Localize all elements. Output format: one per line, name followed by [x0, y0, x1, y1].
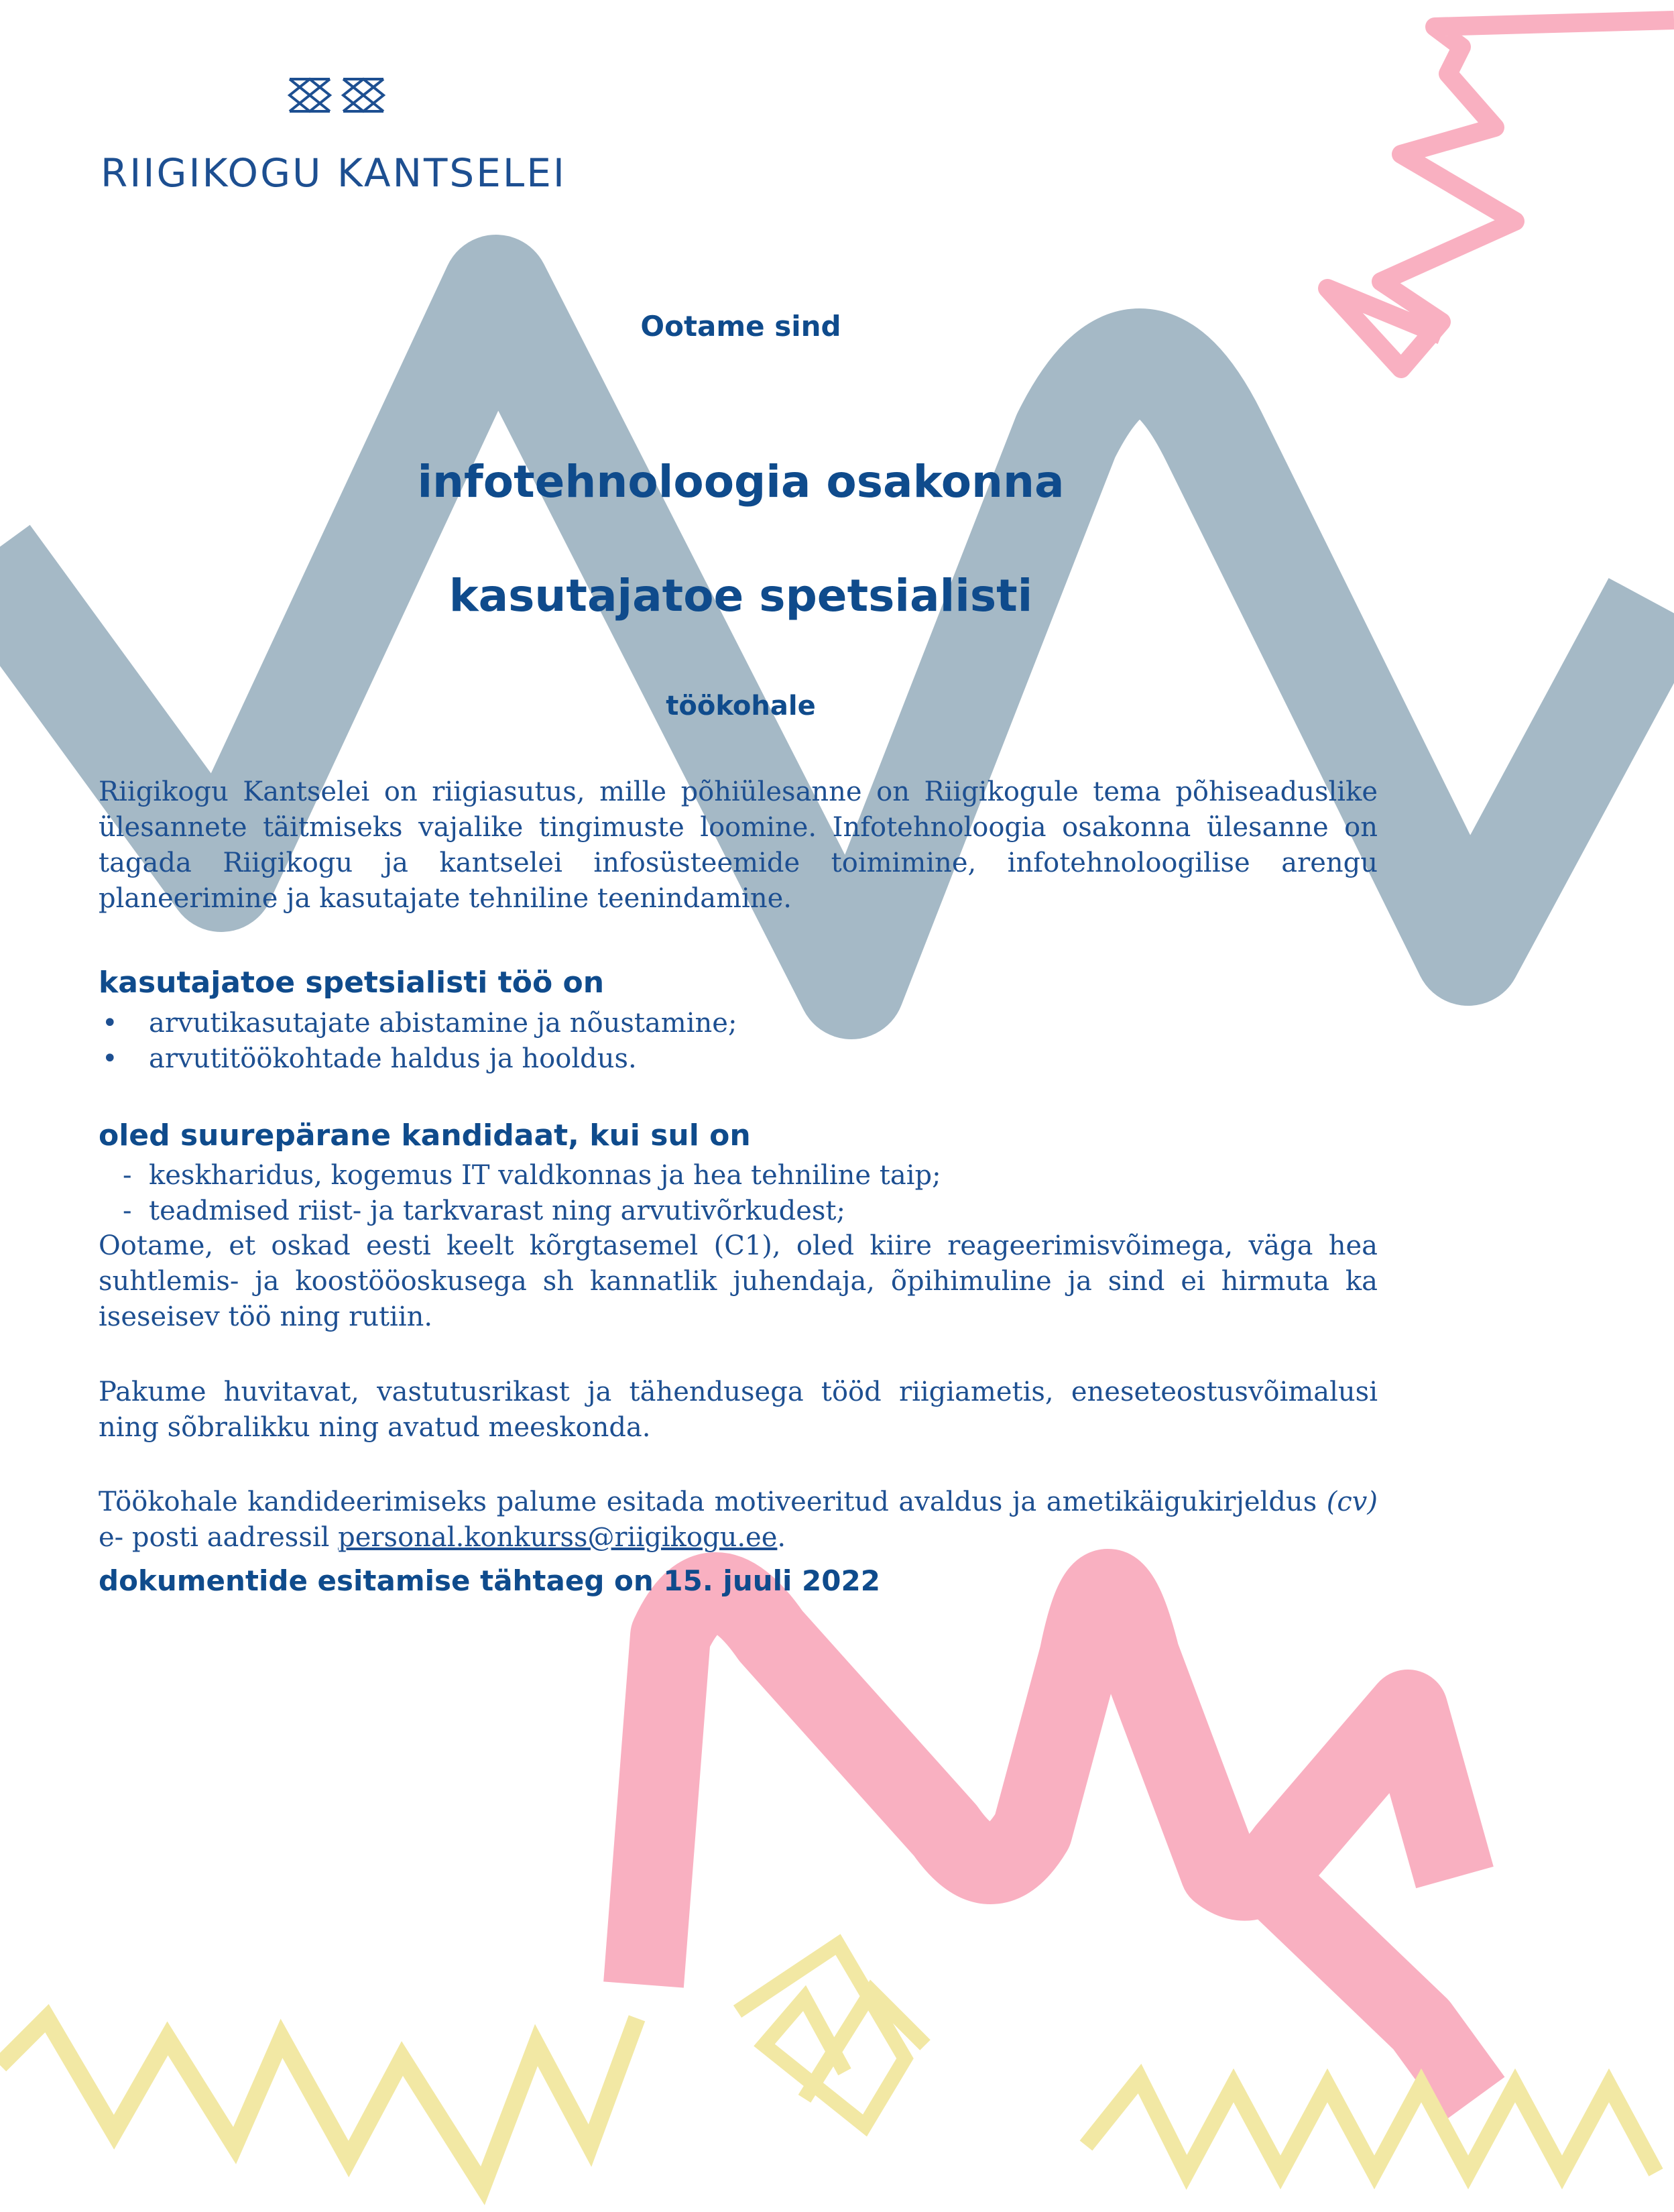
list-item: • arvutikasutajate abistamine ja nõustamine;: [99, 1006, 737, 1041]
duties-heading: kasutajatoe spetsialisti töö on: [99, 966, 605, 1000]
org-name: RIIGIKOGU KANTSELEI: [101, 150, 566, 196]
requirements-list: [99, 1158, 941, 1229]
pink-wave-tail: [1260, 1871, 1475, 2099]
application-paragraph: Töökohale kandideerimiseks palume esitada motiveeritud avaldus ja ametikäigukirjeldus (cv) e- posti aadressil personal.konkurss@riigikogu.ee.: [99, 1487, 1378, 1553]
org-logo: [101, 75, 583, 202]
job-title-line2: kasutajatoe spetsialisti: [449, 570, 1033, 622]
intro-paragraph: Riigikogu Kantselei on riigiasutus, mille põhiülesanne on Riigikogule tema põhiseaduslike ülesannete täitmiseks vajalike tingimuste loomine. Infotehnoloogia osakonna ülesanne on tagada Riigikogu ja kantselei infosüsteemide toimimine, infotehnoloogilise arengu planeerimine ja kasutajate tehniline teenindamine.: [99, 776, 1378, 914]
list-item: - keskharidus, kogemus IT valdkonnas ja hea tehniline taip;: [99, 1158, 941, 1194]
bullet-icon: •: [102, 1043, 118, 1074]
job-title-line1: infotehnoloogia osakonna: [417, 456, 1065, 508]
intro-heading: Ootame sind: [640, 310, 841, 343]
job-title-line3: töökohale: [666, 691, 816, 721]
email-link[interactable]: personal.konkurss@riigikogu.ee: [338, 1522, 778, 1553]
candidate-heading: oled suurepärane kandidaat, kui sul on: [99, 1118, 751, 1153]
cv-abbreviation: (cv): [1326, 1487, 1378, 1517]
dash-icon: -: [123, 1160, 132, 1191]
duties-list: [99, 1006, 737, 1077]
logo-emblem-icon: [287, 75, 387, 115]
yellow-diamond-motif: [737, 1944, 925, 2126]
list-item: - teadmised riist- ja tarkvarast ning arvutivõrkudest;: [99, 1194, 941, 1229]
deadline-text: dokumentide esitamise tähtaeg on 15. juuli 2022: [99, 1564, 880, 1597]
expectations-paragraph: Ootame, et oskad eesti keelt kõrgtasemel (C1), oled kiire reageerimisvõimega, väga hea suhtlemis- ja koostööoskusega sh kannatlik juhendaja, õpihimuline ja sind ei hirmuta ka iseseisev töö ning rutiin.: [99, 1230, 1378, 1332]
yellow-zigzag-right: [1086, 2079, 1656, 2172]
offer-paragraph: Pakume huvitavat, vastutusrikast ja tähendusega tööd riigiametis, eneseteostusvõimalusi ning sõbralikku ning avatud meeskonda.: [99, 1377, 1378, 1443]
list-item: • arvutitöökohtade haldus ja hooldus.: [99, 1041, 737, 1077]
bullet-icon: •: [102, 1008, 118, 1039]
yellow-zigzag-left: [0, 2018, 637, 2186]
dash-icon: -: [123, 1196, 132, 1226]
